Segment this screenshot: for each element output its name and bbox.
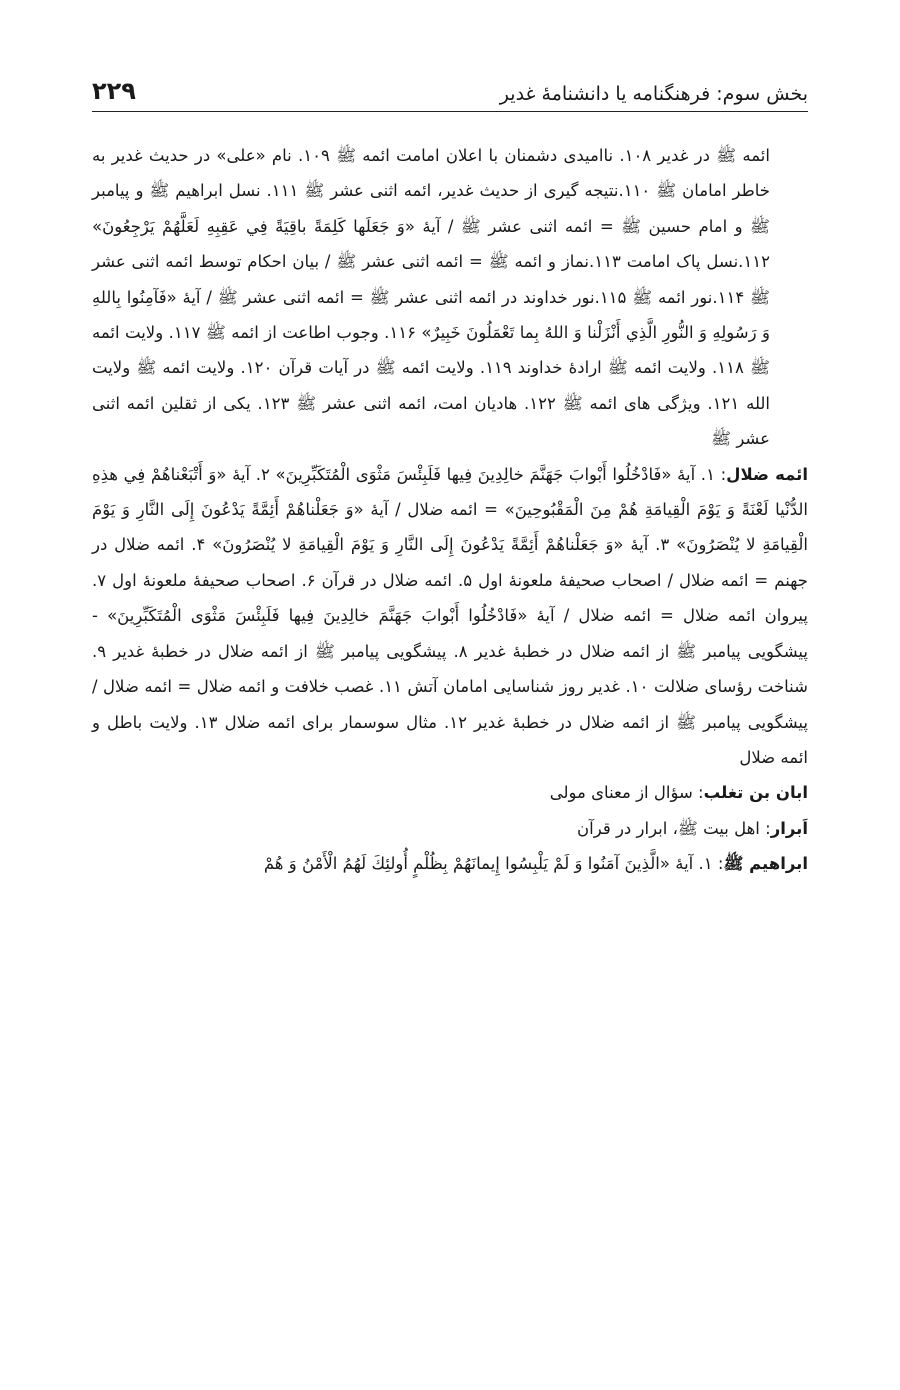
entry-separator: :	[692, 783, 704, 803]
page-body	[92, 138, 808, 882]
entry-text: ۱. آیهٔ «الَّذِينَ آمَنُوا وَ لَمْ يَلْبِسُوا إِيمانَهُمْ بِظُلْمٍ أُولئِكَ لَهُمُ الْأَمْنُ وَ هُمْ	[263, 854, 713, 874]
entry-aemme-zalal	[92, 457, 808, 776]
running-title: بخش سوم: فرهنگنامه یا دانشنامهٔ غدیر	[499, 83, 808, 105]
entry-term: ابان بن تغلب	[703, 783, 808, 803]
page-number: ۲۲۹	[92, 77, 136, 105]
entry-term: ابراهیم ﷺ	[723, 854, 808, 874]
page-header	[92, 60, 808, 112]
entry-ibrahim	[92, 846, 808, 881]
entry-abrar	[92, 811, 808, 846]
entry-text: سؤال از معنای مولی	[549, 783, 693, 803]
entry-aban-ibn-taghlib	[92, 775, 808, 810]
entry-separator: :	[714, 464, 727, 484]
entry-separator: :	[759, 818, 771, 838]
book-page	[92, 60, 808, 882]
continuation-paragraph: ائمه ﷺ در غدیر ۱۰۸. ناامیدی دشمنان با اعلان امامت ائمه ﷺ ۱۰۹. نام «علی» در حدیث غدیر به خاطر امامان ﷺ ۱۱۰.نتیجه گیری از حدیث غدیر، ائمه اثنی عشر ﷺ ۱۱۱. نسل ابراهیم ﷺ و پیامبر ﷺ و امام حسین ﷺ = ائمه اثنی عشر ﷺ / آیهٔ «وَ جَعَلَها كَلِمَةً باقِيَةً فِي عَقِبِهِ لَعَلَّهُمْ يَرْجِعُونَ» ۱۱۲.نسل پاک امامت ۱۱۳.نماز و ائمه ﷺ = ائمه اثنی عشر ﷺ / بیان احکام توسط ائمه اثنی عشر ﷺ ۱۱۴.نور ائمه ﷺ ۱۱۵.نور خداوند در ائمه اثنی عشر ﷺ = ائمه اثنی عشر ﷺ / آیهٔ «فَآمِنُوا بِاللهِ وَ رَسُولِهِ وَ النُّورِ الَّذِي أَنْزَلْنا وَ اللهُ بِما تَعْمَلُونَ خَبِيرٌ» ۱۱۶. وجوب اطاعت از ائمه ﷺ ۱۱۷. ولایت ائمه ﷺ ۱۱۸. ولایت ائمه ﷺ ارادهٔ خداوند ۱۱۹. ولایت ائمه ﷺ در آیات قرآن ۱۲۰. ولایت ائمه ﷺ ولایت الله ۱۲۱. ویژگی های ائمه ﷺ ۱۲۲. هادیان امت، ائمه اثنی عشر ﷺ ۱۲۳. یکی از ثقلین ائمه اثنی عشر ﷺ	[92, 146, 771, 449]
entry-separator: :	[712, 854, 724, 874]
entry-term: ائمه ضلال	[726, 464, 809, 484]
entry-term: اَبرار	[770, 818, 808, 838]
entry-text: اهل بیت ﷺ، ابرار در قرآن	[577, 818, 760, 838]
entry-text: ۱. آیهٔ «فَادْخُلُوا أَبْوابَ جَهَنَّمَ خالِدِينَ فِيها فَلَبِئْسَ مَثْوَى الْمُتَكَبِّرِينَ» ۲. آیهٔ «وَ أَتْبَعْناهُمْ فِي هذِهِ الدُّنْيا لَعْنَةً وَ يَوْمَ الْقِيامَةِ هُمْ مِنَ الْمَقْبُوحِينَ» = ائمه ضلال / آیهٔ «وَ جَعَلْناهُمْ أَئِمَّةً يَدْعُونَ إِلَى النَّارِ وَ يَوْمَ الْقِيامَةِ لا يُنْصَرُونَ» ۳. آیهٔ «وَ جَعَلْناهُمْ أَئِمَّةً يَدْعُونَ إِلَى النَّارِ وَ يَوْمَ الْقِيامَةِ لا يُنْصَرُونَ» ۴. ائمه ضلال در جهنم = ائمه ضلال / اصحاب صحیفهٔ ملعونهٔ اول ۵. ائمه ضلال در قرآن ۶. اصحاب صحیفهٔ ملعونهٔ اول ۷. پیروان ائمه ضلال = ائمه ضلال / آیهٔ «فَادْخُلُوا أَبْوابَ جَهَنَّمَ خالِدِينَ فِيها فَلَبِئْسَ مَثْوَى الْمُتَكَبِّرِينَ» - پیشگویی پیامبر ﷺ از ائمه ضلال در خطبهٔ غدیر ۸. پیشگویی پیامبر ﷺ از ائمه ضلال در خطبهٔ غدیر ۹. شناخت رؤسای ضلالت ۱۰. غدیر روز شناسایی امامان آتش ۱۱. غصب خلافت و ائمه ضلال = ائمه ضلال / پیشگویی پیامبر ﷺ از ائمه ضلال در خطبهٔ غدیر ۱۲. مثال سوسمار برای ائمه ضلال ۱۳. ولایت باطل و ائمه ضلال	[92, 464, 809, 767]
